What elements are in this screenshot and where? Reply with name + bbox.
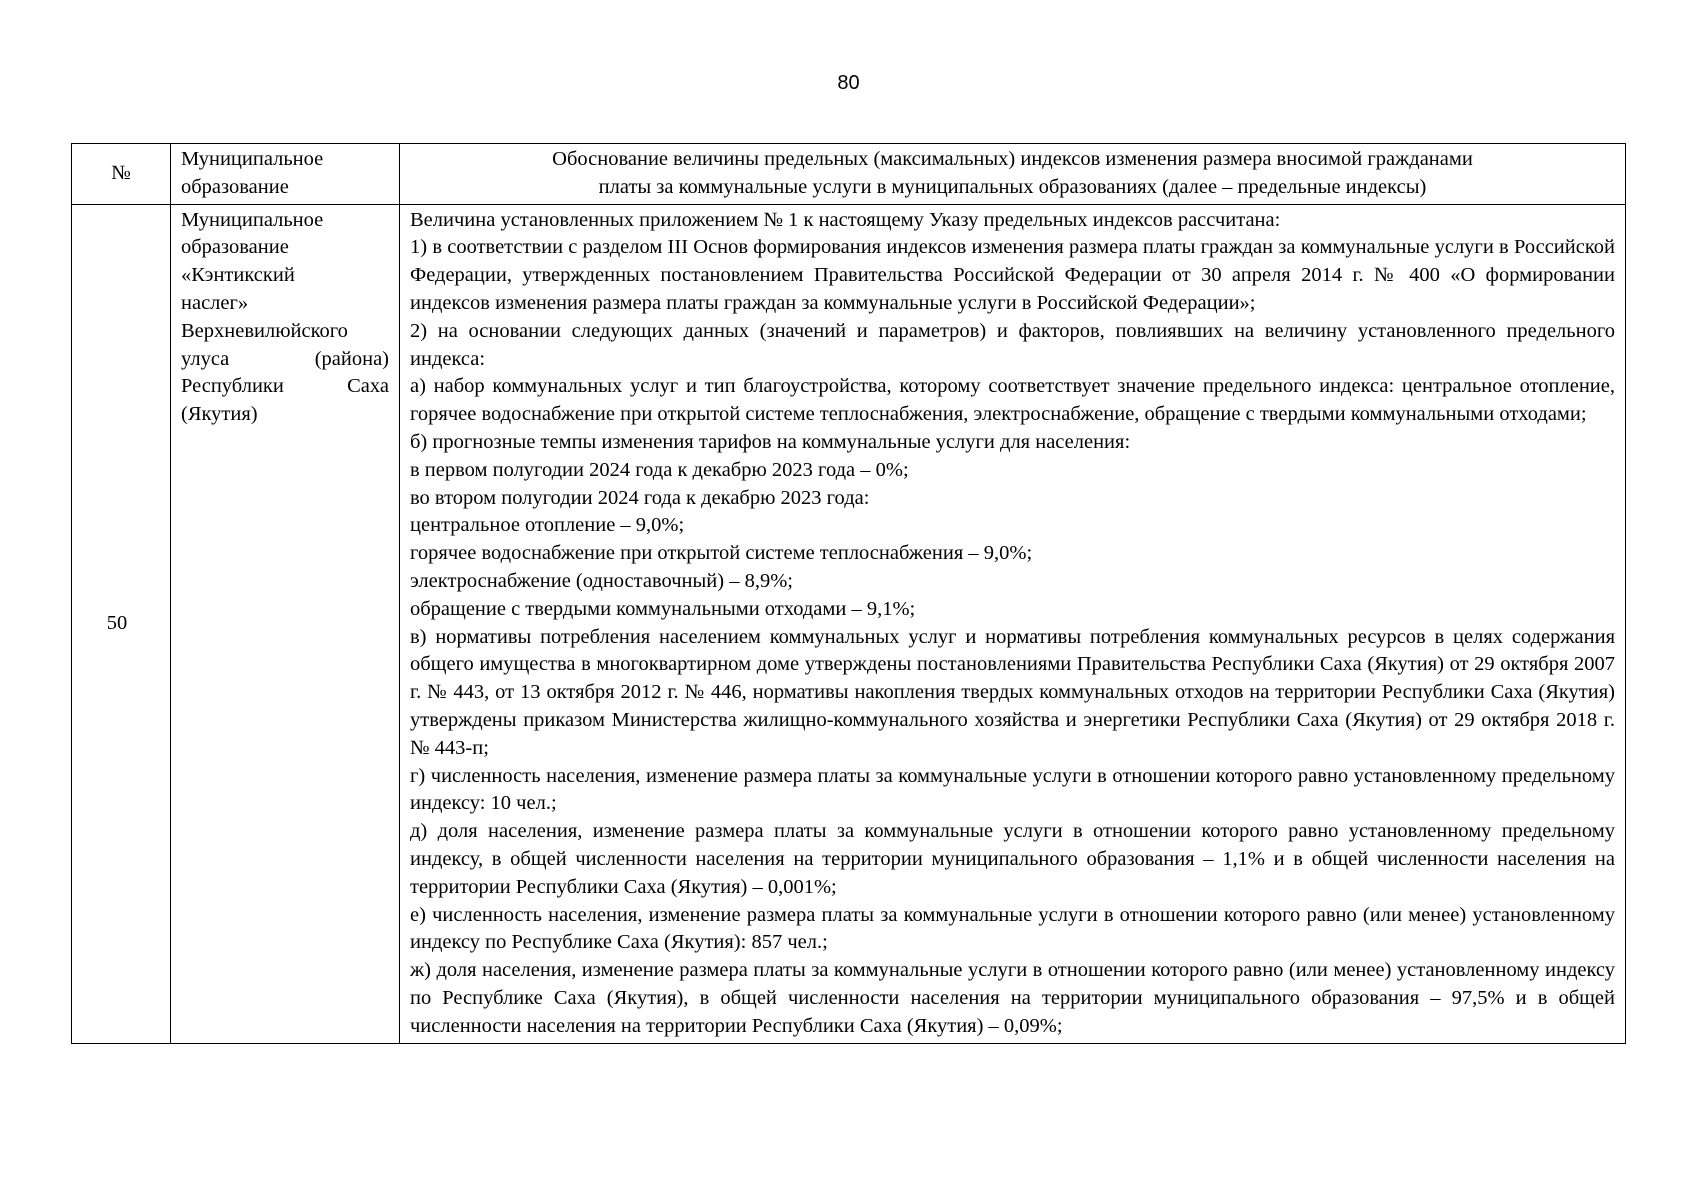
paragraph-b-first-half: в первом полугодии 2024 года к декабрю 2023 года – 0%; [410, 458, 909, 481]
municipality-line: наслег» [181, 291, 249, 314]
municipality-line: Верхневилюйского [181, 319, 348, 342]
table-row [72, 204, 1626, 1043]
table-header-row [72, 144, 1626, 205]
municipality-cell [171, 204, 400, 1043]
justification-cell [400, 204, 1626, 1043]
paragraph-b-heating: центральное отопление – 9,0%; [410, 514, 685, 537]
header-number: № [72, 144, 171, 205]
paragraph-v: в) нормативы потребления населением коммунальных услуг и нормативы потребления коммунальных ресурсов в целях содержания общего имущества в многоквартирном доме утверждены постановлениями Правительства Республики Саха (Якутия) от 29 октября 2007 г. № 443, от 13 октября 2012 г. № 446, нормативы накопления твердых коммунальных отходов на территории Республики Саха (Якутия) утверждены приказом Министерства жилищно-коммунального хозяйства и энергетики Республики Саха (Якутия) от 29 октября 2018 г. № 443-п; [410, 625, 1615, 759]
municipality-line: Муниципальное [181, 208, 324, 231]
paragraph-b: б) прогнозные темпы изменения тарифов на коммунальные услуги для населения: [410, 430, 1131, 453]
paragraph-e: е) численность населения, изменение размера платы за коммунальные услуги в отношении которого равно (или менее) установленному индексу по Республике Саха (Якутия): 857 чел.; [410, 903, 1615, 954]
paragraph-b-electricity: электроснабжение (одноставочный) – 8,9%; [410, 569, 793, 592]
paragraph-zh: ж) доля населения, изменение размера платы за коммунальные услуги в отношении которого равно (или менее) установленному индексу по Республике Саха (Якутия), в общей численности населения на территории муниципального образования – 97,5% и в общей численности населения на территории Республики Саха (Якутия) – 0,09%; [410, 959, 1615, 1037]
paragraph-b-waste: обращение с твердыми коммунальными отходами – 9,1%; [410, 597, 916, 620]
paragraph-b-hot-water: горячее водоснабжение при открытой системе теплоснабжения – 9,0%; [410, 542, 1033, 565]
index-justification-table [71, 143, 1626, 1044]
paragraph-intro: Величина установленных приложением № 1 к настоящему Указу предельных индексов рассчитана: [410, 208, 1281, 231]
municipality-line: улуса (района) [181, 347, 389, 370]
page-number: 80 [837, 72, 860, 94]
municipality-line: образование [181, 236, 289, 259]
header-justification [400, 144, 1626, 205]
header-municipality: Муниципальное образование [171, 144, 400, 205]
row-number: 50 [72, 204, 171, 1043]
municipality-line: «Кэнтикский [181, 264, 295, 287]
paragraph-d: д) доля населения, изменение размера платы за коммунальные услуги в отношении которого равно установленному предельному индексу, в общей численности населения на территории муниципального образования – 1,1% и в общей численности населения на территории Республики Саха (Якутия) – 0,001%; [410, 820, 1615, 898]
header-justification-line: Обоснование величины предельных (максимальных) индексов изменения размера вносимой гражданами [552, 148, 1473, 170]
header-justification-line: платы за коммунальные услуги в муниципальных образованиях (далее – предельные индексы) [598, 175, 1427, 198]
paragraph-1: 1) в соответствии с разделом III Основ формирования индексов изменения размера платы граждан за коммунальные услуги в Российской Федерации, утвержденных постановлением Правительства Российской Федерации от 30 апреля 2014 г. № 400 «О формировании индексов изменения размера платы граждан за коммунальные услуги в Российской Федерации»; [410, 236, 1615, 314]
paragraph-g: г) численность населения, изменение размера платы за коммунальные услуги в отношении которого равно установленному предельному индексу: 10 чел.; [410, 764, 1615, 815]
paragraph-b-second-half: во втором полугодии 2024 года к декабрю 2023 года: [410, 486, 870, 509]
paragraph-a: а) набор коммунальных услуг и тип благоустройства, которому соответствует значение предельного индекса: центральное отопление, горячее водоснабжение при открытой системе теплоснабжения, электроснабжение, обращение с твердыми коммунальными отходами; [410, 375, 1615, 426]
municipality-line: (Якутия) [181, 403, 258, 426]
paragraph-2: 2) на основании следующих данных (значений и параметров) и факторов, повлиявших на величину установленного предельного индекса: [410, 319, 1615, 370]
municipality-line: Республики Саха [181, 375, 389, 398]
